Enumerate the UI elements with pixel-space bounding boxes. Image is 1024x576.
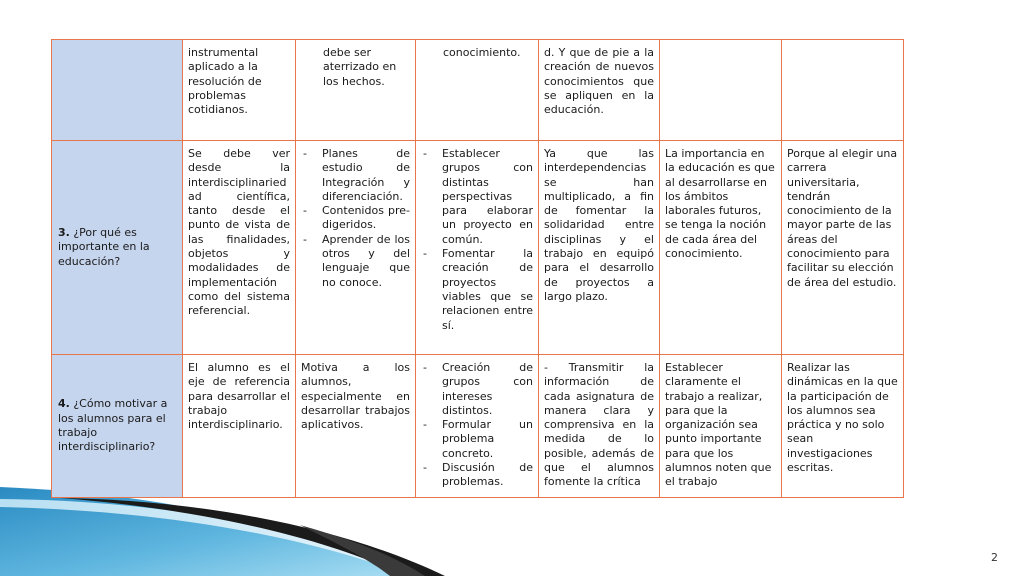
- table-row: [52, 40, 904, 141]
- question-cell: [52, 40, 183, 141]
- cell-text: - Transmitir la información de cada asignatura de manera clara y comprensiva en la medida de lo posible, además de que el alumnos fomente la crítica: [544, 361, 654, 489]
- table-cell: [539, 40, 660, 141]
- table-cell: [296, 355, 416, 498]
- cell-text: d. Y que de pie a la creación de nuevos conocimientos que se apliquen en la educación.: [544, 46, 654, 117]
- table-cell: [183, 355, 296, 498]
- list-item: - Aprender de los otros y del lenguaje que no conoce.: [301, 233, 410, 290]
- table-cell: [660, 40, 782, 141]
- table-cell: [183, 141, 296, 355]
- table-cell: [416, 355, 539, 498]
- table-row: [52, 355, 904, 498]
- table-cell: [296, 141, 416, 355]
- list-item: - Creación de grupos con intereses distintos.: [421, 361, 533, 418]
- cell-text: Realizar las dinámicas en la que la participación de los alumnos sea práctica y no solo sean investigaciones escritas.: [787, 361, 898, 475]
- cell-text: Motiva a los alumnos, especialmente en desarrollar trabajos aplicativos.: [301, 361, 410, 432]
- cell-text: Porque al elegir una carrera universitaria, tendrán conocimiento de la mayor parte de las áreas del conocimiento para facilitar su elección de área del estudio.: [787, 147, 898, 289]
- cell-text: Ya que las interdependencias se han multiplicado, a fin de fomentar la solidaridad entre disciplinas y el trabajo en equipó para el desarrollo de proyectos a largo plazo.: [544, 147, 654, 303]
- cell-text: Se debe ver desde la interdisciplinaried ad científica, tanto desde el punto de vista de las finalidades, objetos y modalidades de implementación como del sistema referencial.: [188, 147, 290, 318]
- table-cell: [539, 355, 660, 498]
- table-cell: [782, 355, 904, 498]
- table-cell: [539, 141, 660, 355]
- cell-text: instrumental aplicado a la resolución de problemas cotidianos.: [188, 46, 262, 117]
- cell-text: El alumno es el eje de referencia para desarrollar el trabajo interdisciplinario.: [188, 361, 290, 432]
- question-cell: [52, 355, 183, 498]
- table-cell: [183, 40, 296, 141]
- list-item: - Discusión de problemas.: [421, 461, 533, 490]
- bullet-list: [421, 361, 533, 490]
- cell-text: La importancia en la educación es que al desarrollarse en los ámbitos laborales futuros, se tenga la noción de cada área del conocimiento.: [665, 147, 775, 261]
- list-item: - Fomentar la creación de proyectos viables que se relacionen entre sí.: [421, 247, 533, 333]
- bullet-list: [301, 147, 410, 290]
- table-cell: [296, 40, 416, 141]
- table-cell: [660, 355, 782, 498]
- cell-text: Establecer claramente el trabajo a realizar, para que la organización sea punto importante para que los alumnos noten que el trabajo: [665, 361, 772, 489]
- table-cell: [782, 141, 904, 355]
- table-cell: [416, 40, 539, 141]
- question-number: 3.: [58, 226, 70, 240]
- question-text: ¿Por qué es importante en la educación?: [58, 226, 150, 268]
- list-item: - Planes de estudio de Integración y diferenciación.: [301, 147, 410, 204]
- cell-text: conocimiento.: [443, 46, 521, 59]
- table-cell: [416, 141, 539, 355]
- content-table: [51, 39, 904, 498]
- list-item: - Formular un problema concreto.: [421, 418, 533, 461]
- table-cell: [782, 40, 904, 141]
- cell-text: debe ser aterrizado en los hechos.: [323, 46, 397, 88]
- question-cell: [52, 141, 183, 355]
- question-text: ¿Cómo motivar a los alumnos para el trabajo interdisciplinario?: [58, 397, 168, 454]
- page-number: 2: [991, 551, 998, 564]
- list-item: - Establecer grupos con distintas perspectivas para elaborar un proyecto en común.: [421, 147, 533, 247]
- list-item: - Contenidos pre-digeridos.: [301, 204, 410, 233]
- bullet-list: [421, 147, 533, 333]
- table-cell: [660, 141, 782, 355]
- table-row: [52, 141, 904, 355]
- question-number: 4.: [58, 397, 70, 411]
